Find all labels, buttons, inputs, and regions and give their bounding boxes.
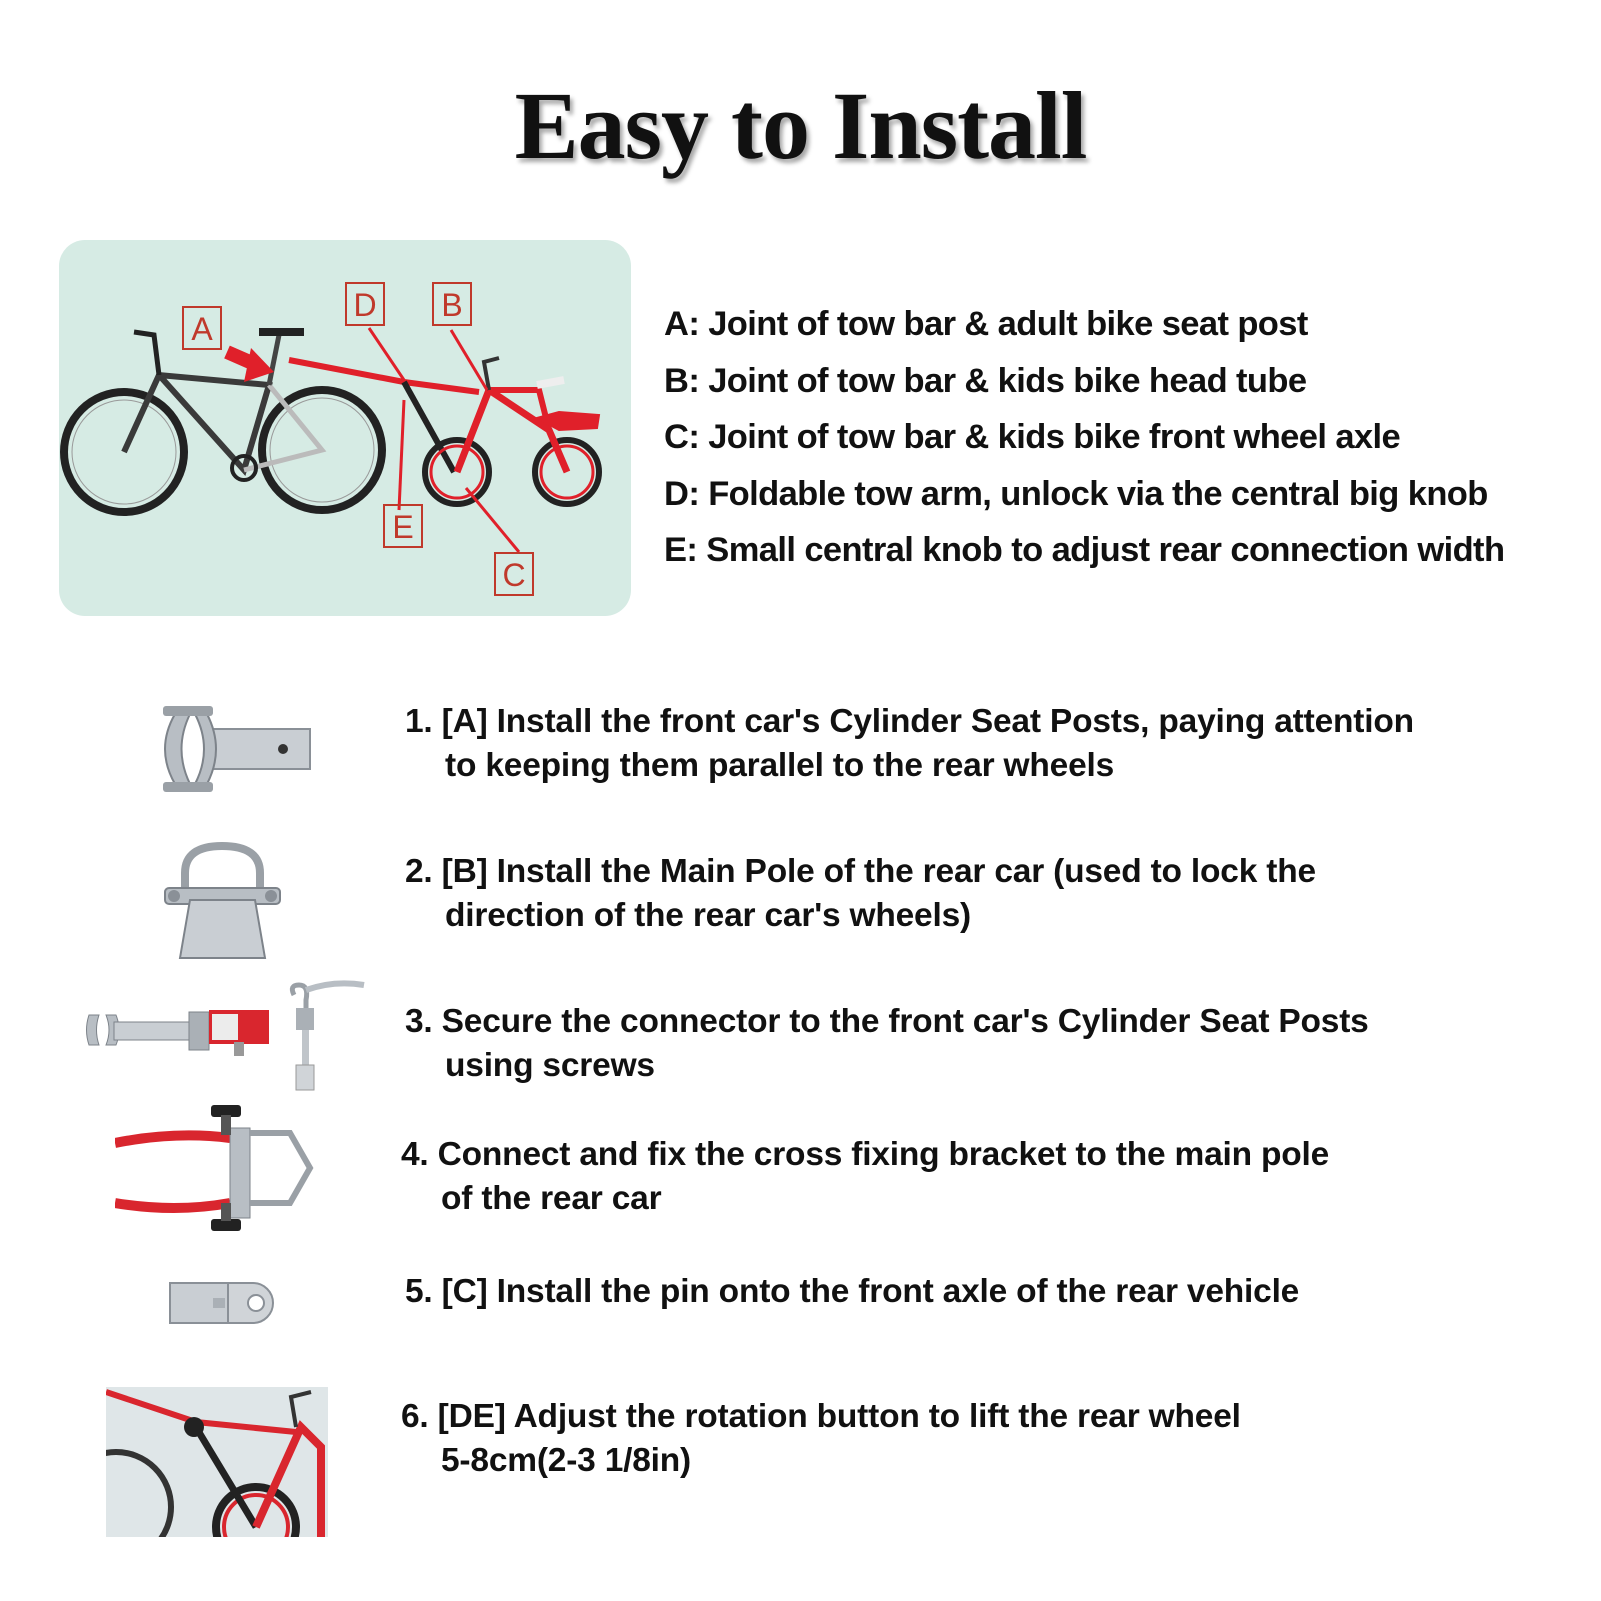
step-6-line-2: 5-8cm(2-3 1/8in) bbox=[441, 1442, 692, 1479]
step-1-line-2: to keeping them parallel to the rear wheels bbox=[445, 747, 1115, 784]
step-3-line-1: Secure the connector to the front car's Cylinder Seat Posts bbox=[441, 1003, 1369, 1040]
step-5-line-1: [C] Install the pin onto the front axle of the rear vehicle bbox=[441, 1273, 1300, 1310]
legend-item-d: D: Foldable tow arm, unlock via the central big knob bbox=[664, 474, 1488, 513]
bike-diagram-illustration bbox=[59, 240, 631, 616]
step-6-line-1: [DE] Adjust the rotation button to lift the rear wheel bbox=[437, 1398, 1241, 1435]
seat-post-clamp-icon bbox=[155, 704, 315, 794]
cross-fixing-bracket-icon bbox=[115, 1103, 325, 1233]
legend-item-a: A: Joint of tow bar & adult bike seat post bbox=[664, 305, 1308, 343]
diagram-label-a: A bbox=[191, 311, 213, 347]
diagram-label-e: E bbox=[392, 509, 414, 545]
step-1-line-1: [A] Install the front car's Cylinder Seat Posts, paying attention bbox=[441, 703, 1414, 740]
tow-bar-diagram bbox=[59, 240, 631, 616]
step-3-line-2: using screws bbox=[445, 1047, 655, 1084]
page-title: Easy to Install bbox=[514, 72, 1087, 179]
diagram-label-d: D bbox=[353, 287, 377, 323]
u-bracket-icon bbox=[160, 838, 285, 963]
step-2-line-2: direction of the rear car's wheels) bbox=[445, 897, 971, 934]
step-3-number: 3. bbox=[405, 1003, 433, 1040]
step-4-line-1: Connect and fix the cross fixing bracket to the main pole bbox=[437, 1136, 1330, 1173]
kids-bike-photo-icon bbox=[106, 1387, 328, 1537]
kids-bike-icon bbox=[425, 358, 599, 504]
adult-bike-icon bbox=[64, 332, 382, 512]
legend-item-e: E: Small central knob to adjust rear connection width bbox=[664, 531, 1505, 569]
axle-pin-icon bbox=[168, 1278, 283, 1328]
legend-item-c: C: Joint of tow bar & kids bike front wheel axle bbox=[664, 418, 1401, 456]
step-4-line-2: of the rear car bbox=[441, 1180, 662, 1217]
step-2-number: 2. bbox=[405, 853, 433, 890]
step-1-number: 1. bbox=[405, 703, 433, 740]
step-6-number: 6. bbox=[401, 1398, 429, 1435]
step-2-line-1: [B] Install the Main Pole of the rear car (used to lock the bbox=[441, 853, 1316, 890]
step-5-number: 5. bbox=[405, 1273, 433, 1310]
diagram-label-b: B bbox=[441, 287, 463, 323]
diagram-legend bbox=[664, 296, 1589, 579]
connector-and-quick-release-icon bbox=[84, 980, 374, 1095]
diagram-label-c: C bbox=[502, 557, 526, 593]
step-4-number: 4. bbox=[401, 1136, 429, 1173]
legend-item-b: B: Joint of tow bar & kids bike head tube bbox=[664, 361, 1307, 400]
